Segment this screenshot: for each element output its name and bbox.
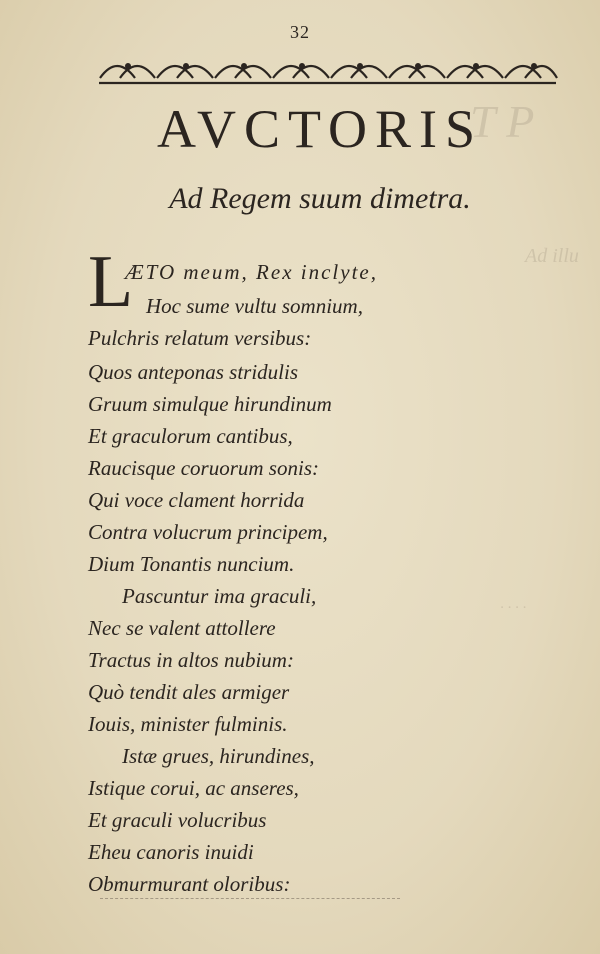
verse-line: Quos anteponas stridulis	[88, 360, 299, 384]
verse-line: Gruum simulque hirundinum	[88, 392, 332, 416]
verse-line: Iouis, minister fulminis.	[88, 712, 288, 736]
verse-line: Qui voce clament horrida	[88, 488, 305, 512]
drop-cap-initial: L	[88, 241, 134, 323]
verse-line: Obmurmurant oloribus:	[88, 872, 291, 896]
verse-line: Nec se valent attollere	[88, 616, 276, 640]
show-through-text: · · · ·	[500, 600, 527, 616]
verse-line: Pulchris relatum versibus:	[88, 326, 312, 350]
show-through-text: T P	[470, 96, 535, 147]
verse-line: Et graculi volucribus	[88, 808, 267, 832]
verse-line: ÆTO meum, Rex inclyte,	[125, 260, 378, 284]
page-number: 32	[290, 22, 310, 42]
verse-line: Raucisque coruorum sonis:	[88, 456, 319, 480]
footer-rule	[100, 898, 400, 899]
verse-line: Pascuntur ima graculi,	[122, 584, 317, 608]
heading-title: AVCTORIS	[156, 99, 484, 159]
verse-line: Dium Tonantis nuncium.	[88, 552, 295, 576]
verse-line: Istæ grues, hirundines,	[122, 744, 315, 768]
verse-line: Contra volucrum principem,	[88, 520, 328, 544]
verse-line: Eheu canoris inuidi	[88, 840, 254, 864]
verse-line: Quò tendit ales armiger	[88, 680, 290, 704]
verse-line: Hoc sume vultu somnium,	[146, 294, 363, 318]
decorative-ornament-band	[95, 52, 560, 88]
verse-line: Istique corui, ac anseres,	[88, 776, 299, 800]
verse-line: Et graculorum cantibus,	[88, 424, 293, 448]
verse-line: Tractus in altos nubium:	[88, 648, 294, 672]
show-through-text: Ad illu	[525, 245, 579, 267]
heading-subtitle: Ad Regem suum dimetra.	[169, 182, 471, 215]
